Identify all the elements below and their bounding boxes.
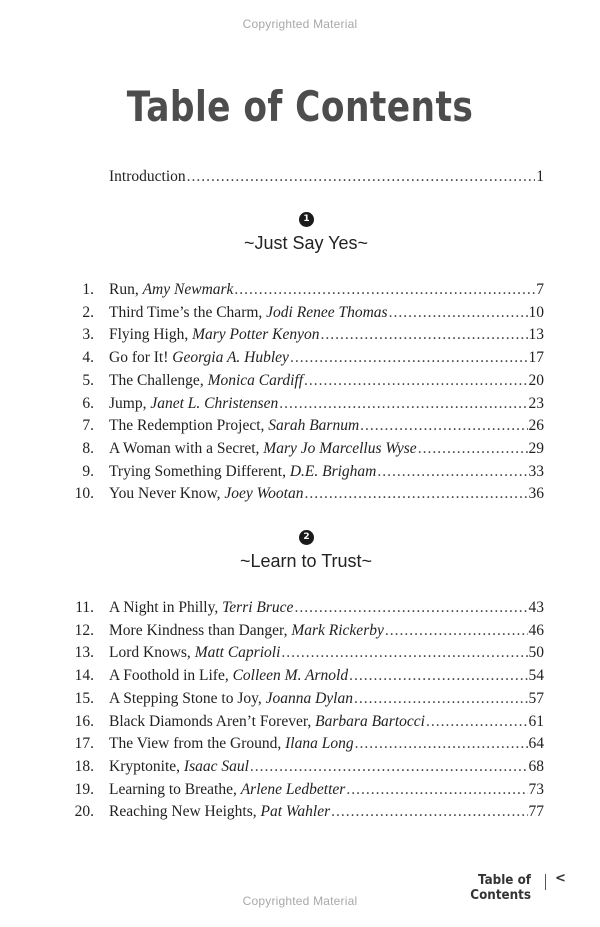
entry-number: 16. — [74, 712, 94, 730]
entry-story-title: Reaching New Heights, — [109, 803, 261, 821]
entry-author: Colleen M. Arnold — [232, 667, 349, 685]
entry-page: 73 — [528, 780, 544, 798]
entry-page: 29 — [528, 439, 544, 457]
dot-leader — [321, 324, 528, 346]
toc-entry[interactable] — [64, 642, 544, 664]
dot-leader — [360, 415, 527, 437]
entry-number: 12. — [74, 621, 94, 639]
dot-leader — [385, 620, 528, 642]
toc-entry[interactable] — [64, 393, 544, 415]
entry-author: Amy Newmark — [142, 281, 234, 298]
entry-story-title: The View from the Ground, — [109, 735, 286, 753]
entry-title — [109, 415, 359, 437]
entry-title — [109, 483, 303, 505]
footer-arrow-icon: < — [555, 871, 566, 886]
copyright-watermark-bottom: Copyrighted Material — [242, 894, 358, 908]
entry-page: 54 — [528, 667, 544, 685]
dot-leader — [250, 756, 528, 778]
entry-story-title: Jump, — [109, 394, 151, 412]
entry-title — [109, 597, 293, 619]
entry-number: 20. — [74, 803, 94, 821]
toc-entry[interactable] — [64, 801, 544, 823]
entry-story-title: A Woman with a Secret, — [109, 439, 264, 457]
entry-title — [109, 733, 354, 755]
entry-page: 57 — [528, 689, 544, 707]
entry-story-title: Kryptonite, — [109, 757, 184, 775]
entry-page: 64 — [528, 735, 544, 753]
entry-number: 13. — [74, 644, 94, 662]
toc-entry[interactable] — [64, 302, 544, 324]
entry-author: Jodi Renee Thomas — [266, 303, 388, 321]
entry-number: 17. — [74, 735, 94, 753]
entry-number: 6. — [82, 394, 94, 412]
entry-author: Isaac Saul — [183, 757, 249, 775]
dot-leader — [290, 347, 528, 369]
entry-story-title: Flying High, — [109, 326, 193, 344]
entry-page: 7 — [536, 281, 544, 298]
entry-title: Introduction — [109, 168, 186, 185]
dot-leader — [331, 801, 527, 823]
dot-leader — [377, 461, 527, 483]
entry-story-title: Run, — [109, 281, 143, 298]
entry-author: Terri Bruce — [222, 599, 294, 616]
entry-title — [109, 461, 376, 483]
entry-number: 11. — [75, 599, 94, 616]
footer-running-head: Table of Contents — [470, 873, 531, 903]
dot-leader — [304, 370, 527, 392]
entry-number: 1. — [82, 281, 94, 298]
entry-page: 36 — [528, 485, 544, 503]
entry-author: Janet L. Christensen — [150, 394, 279, 412]
dot-leader — [187, 166, 536, 188]
entry-page: 17 — [528, 349, 544, 367]
dot-leader — [354, 688, 528, 710]
entry-story-title: Go for It! — [109, 349, 173, 367]
entry-title — [109, 620, 384, 642]
entry-title — [109, 347, 289, 369]
dot-leader — [389, 302, 528, 324]
toc-entry[interactable] — [64, 279, 544, 301]
entry-page: 1 — [536, 168, 544, 185]
entry-title — [109, 711, 425, 733]
dot-leader — [279, 393, 527, 415]
toc-entry[interactable] — [64, 438, 544, 460]
dot-leader — [304, 483, 527, 505]
entry-story-title: Trying Something Different, — [109, 462, 290, 480]
toc-entry[interactable] — [64, 483, 544, 505]
entry-number: 19. — [74, 780, 94, 798]
entry-title — [109, 370, 303, 392]
entry-page: 20 — [528, 371, 544, 389]
entry-title — [109, 756, 249, 778]
entry-author: Barbara Bartocci — [315, 712, 425, 730]
entry-number: 10. — [74, 485, 94, 503]
toc-entry[interactable] — [64, 415, 544, 437]
dot-leader — [234, 279, 535, 301]
entry-title — [109, 779, 345, 801]
entry-story-title: A Night in Philly, — [109, 599, 223, 616]
entry-title — [109, 302, 388, 324]
toc-entry[interactable] — [64, 779, 544, 801]
entry-page: 33 — [528, 462, 544, 480]
entry-page: 43 — [528, 599, 544, 616]
toc-entry[interactable] — [64, 620, 544, 642]
entry-author: Mark Rickerby — [291, 621, 384, 639]
entry-author: Mary Jo Marcellus Wyse — [263, 439, 417, 457]
entry-page: 10 — [528, 303, 544, 321]
entry-author: D.E. Brigham — [289, 462, 377, 480]
page-title: Table of Contents — [126, 82, 474, 131]
entry-author: Sarah Barnum — [268, 417, 360, 435]
entry-title — [109, 393, 278, 415]
entry-number: 4. — [82, 349, 94, 367]
section-2-number-badge: 2 — [299, 530, 314, 545]
toc-entry[interactable] — [64, 756, 544, 778]
entry-page: 23 — [528, 394, 544, 412]
entry-author: Georgia A. Hubley — [172, 349, 289, 367]
entry-number: 8. — [82, 439, 94, 457]
toc-entry[interactable] — [64, 688, 544, 710]
toc-entry-introduction[interactable] — [109, 166, 544, 188]
entry-page: 77 — [528, 803, 544, 821]
entry-title — [109, 438, 417, 460]
entry-author: Mary Potter Kenyon — [192, 326, 320, 344]
dot-leader — [349, 665, 527, 687]
entry-story-title: Black Diamonds Aren’t Forever, — [109, 712, 316, 730]
entry-story-title: You Never Know, — [109, 485, 225, 503]
entry-title — [109, 801, 330, 823]
entry-story-title: A Foothold in Life, — [109, 667, 233, 685]
entry-number: 14. — [74, 667, 94, 685]
entry-author: Matt Caprioli — [194, 644, 281, 662]
entry-story-title: More Kindness than Danger, — [109, 621, 292, 639]
section-1-title: ~Just Say Yes~ — [243, 233, 369, 253]
entry-author: Joey Wootan — [224, 485, 304, 503]
dot-leader — [426, 711, 528, 733]
entry-author: Ilana Long — [285, 735, 354, 753]
toc-entry[interactable] — [64, 347, 544, 369]
entry-page: 46 — [528, 621, 544, 639]
entry-story-title: A Stepping Stone to Joy, — [109, 689, 266, 707]
dot-leader — [346, 779, 527, 801]
entry-story-title: Lord Knows, — [109, 644, 195, 662]
entry-page: 68 — [528, 757, 544, 775]
toc-entry[interactable] — [64, 370, 544, 392]
toc-entry[interactable] — [64, 324, 544, 346]
entry-author: Pat Wahler — [260, 803, 331, 821]
dot-leader — [294, 597, 527, 619]
copyright-watermark-top: Copyrighted Material — [242, 17, 358, 31]
entry-number: 7. — [82, 417, 94, 435]
entry-page: 50 — [528, 644, 544, 662]
dot-leader — [355, 733, 528, 755]
section-1-number-badge: 1 — [299, 212, 314, 227]
toc-entry[interactable] — [64, 733, 544, 755]
entry-page: 26 — [528, 417, 544, 435]
footer-divider — [545, 874, 546, 890]
entry-story-title: The Challenge, — [109, 371, 208, 389]
entry-number: 5. — [82, 371, 94, 389]
entry-title — [109, 665, 348, 687]
entry-number: 15. — [74, 689, 94, 707]
toc-entry[interactable] — [64, 461, 544, 483]
entry-story-title: The Redemption Project, — [109, 417, 269, 435]
entry-story-title: Learning to Breathe, — [109, 780, 241, 798]
section-2-title: ~Learn to Trust~ — [239, 551, 373, 571]
entry-number: 2. — [82, 303, 94, 321]
entry-title — [109, 688, 353, 710]
entry-author: Arlene Ledbetter — [240, 780, 346, 798]
entry-title — [109, 279, 233, 301]
entry-page: 61 — [528, 712, 544, 730]
entry-author: Joanna Dylan — [265, 689, 353, 707]
entry-number: 9. — [82, 462, 94, 480]
entry-title — [109, 324, 320, 346]
toc-entry[interactable] — [64, 597, 544, 619]
toc-entry[interactable] — [64, 711, 544, 733]
entry-author: Monica Cardiff — [207, 371, 304, 389]
entry-story-title: Third Time’s the Charm, — [109, 303, 267, 321]
entry-number: 18. — [74, 757, 94, 775]
toc-entry[interactable] — [64, 665, 544, 687]
dot-leader — [418, 438, 528, 460]
dot-leader — [281, 642, 527, 664]
entry-number: 3. — [82, 326, 94, 344]
entry-page: 13 — [528, 326, 544, 344]
entry-title — [109, 642, 280, 664]
